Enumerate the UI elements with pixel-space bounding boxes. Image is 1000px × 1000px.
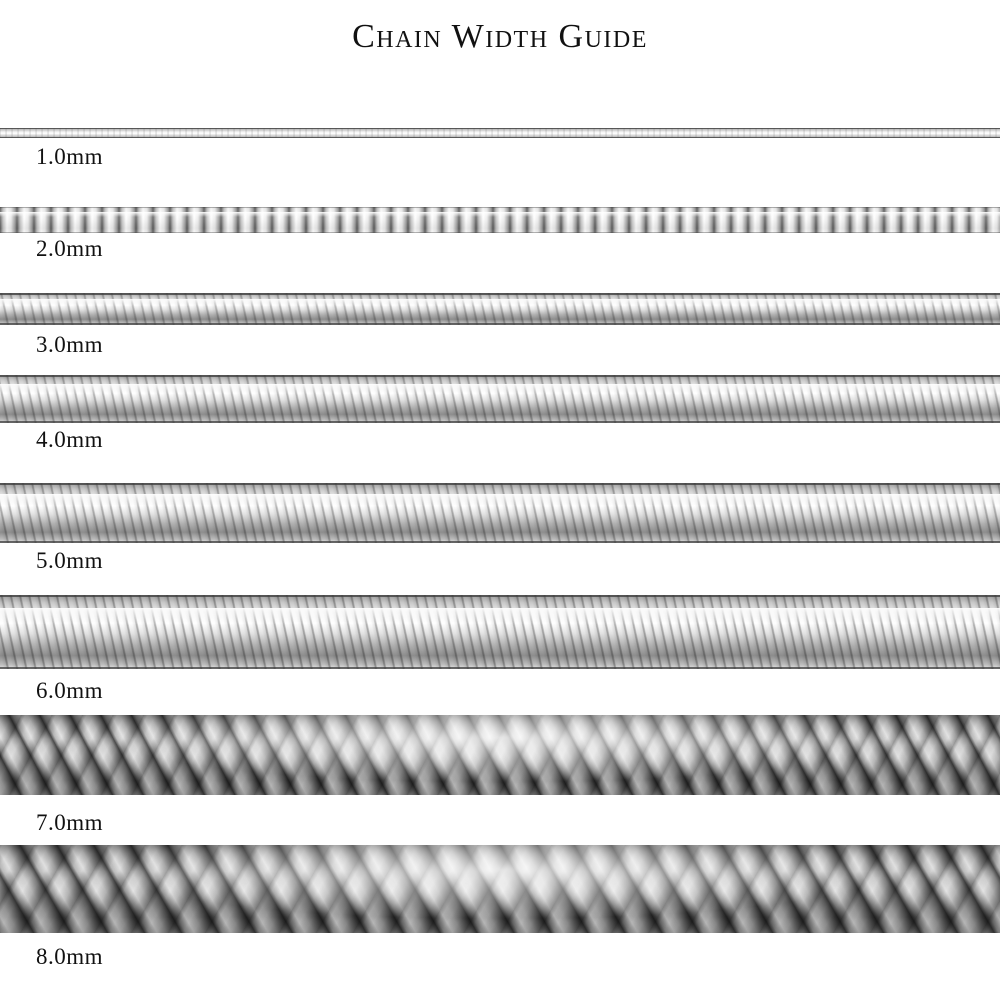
chain-link-texture	[0, 375, 1000, 423]
chain-edge-top	[0, 595, 1000, 597]
chain-label-6: 6.0mm	[36, 678, 104, 703]
chain-link-texture	[0, 595, 1000, 669]
chain-link-texture	[0, 293, 1000, 325]
chain-edge-bottom	[0, 323, 1000, 325]
chain-sample-7	[0, 715, 1000, 795]
chain-label-1: 1.0mm	[36, 144, 104, 169]
chain-edge-bottom	[0, 232, 1000, 233]
chain-sample-6	[0, 595, 1000, 669]
chain-sample-3	[0, 293, 1000, 325]
chain-edge-bottom	[0, 667, 1000, 669]
chain-sample-8	[0, 845, 1000, 933]
chain-link-texture	[0, 207, 1000, 233]
chain-sample-5	[0, 483, 1000, 543]
chain-link-texture-secondary	[0, 845, 1000, 933]
chain-edge-bottom	[0, 421, 1000, 423]
chain-label-5: 5.0mm	[36, 548, 104, 573]
chain-label-2: 2.0mm	[36, 236, 104, 261]
chain-label-7: 7.0mm	[36, 810, 104, 835]
chain-sample-4	[0, 375, 1000, 423]
page-title: Chain Width Guide	[352, 18, 648, 55]
chain-label-4: 4.0mm	[36, 427, 104, 452]
chain-edge-bottom	[0, 137, 1000, 138]
chain-edge-top	[0, 293, 1000, 295]
chain-sample-2	[0, 207, 1000, 233]
chain-edge-top	[0, 375, 1000, 377]
chain-link-texture	[0, 483, 1000, 543]
chain-edge-bottom	[0, 541, 1000, 543]
chain-sample-1	[0, 128, 1000, 138]
chain-edge-top	[0, 207, 1000, 208]
chain-label-3: 3.0mm	[36, 332, 104, 357]
chain-edge-top	[0, 128, 1000, 129]
chain-edge-top	[0, 483, 1000, 485]
chain-label-8: 8.0mm	[36, 944, 104, 969]
chain-link-texture-secondary	[0, 715, 1000, 795]
